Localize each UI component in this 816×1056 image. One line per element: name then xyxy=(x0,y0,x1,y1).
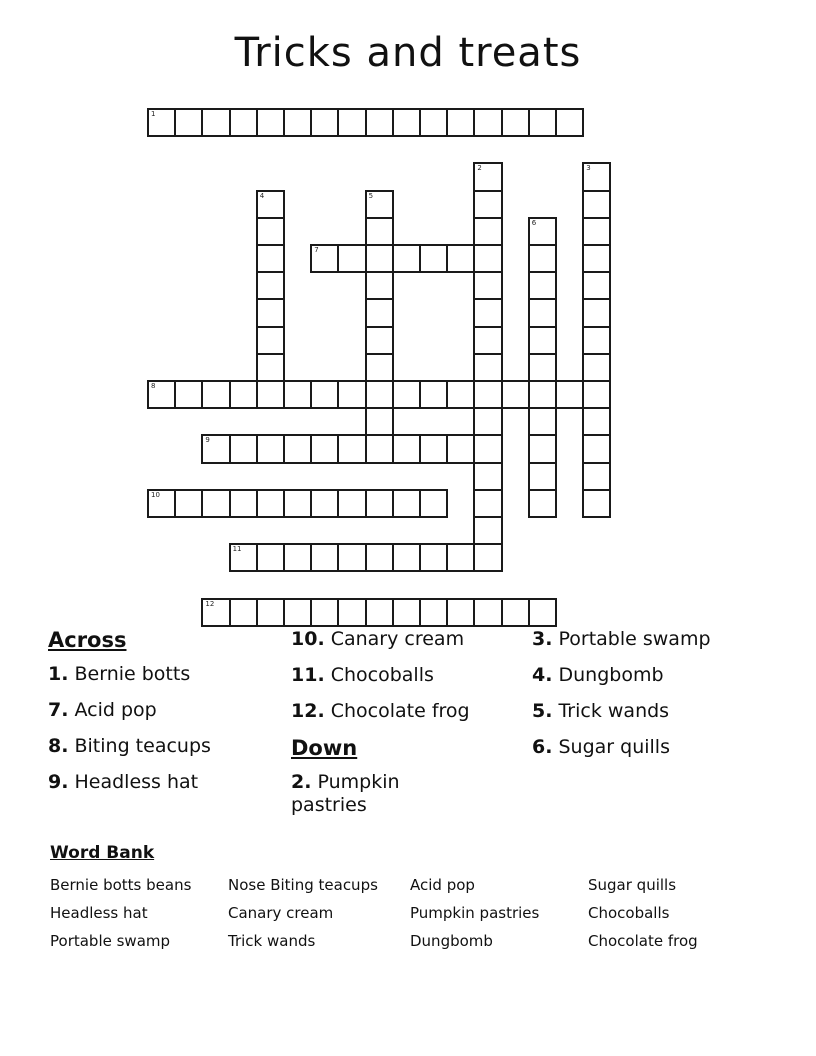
grid-cell[interactable] xyxy=(310,434,339,463)
grid-cell[interactable] xyxy=(419,108,448,137)
word-bank-item: Trick wands xyxy=(228,932,316,950)
clue-1: 1. Bernie botts xyxy=(48,663,191,685)
word-bank-item: Sugar quills xyxy=(588,876,677,894)
grid-cell[interactable] xyxy=(256,489,285,518)
grid-cell[interactable] xyxy=(256,217,285,246)
grid-cell[interactable] xyxy=(229,598,258,627)
grid-cell[interactable] xyxy=(256,271,285,300)
word-bank-item: Nose Biting teacups xyxy=(228,876,378,894)
grid-cell[interactable] xyxy=(310,108,339,137)
grid-cell[interactable] xyxy=(256,380,285,409)
grid-cell[interactable] xyxy=(392,434,421,463)
grid-cell[interactable] xyxy=(310,380,339,409)
grid-cell[interactable] xyxy=(528,434,557,463)
grid-cell[interactable] xyxy=(473,516,502,545)
grid-cell[interactable] xyxy=(337,380,366,409)
grid-cell[interactable] xyxy=(419,380,448,409)
clue-number: 11. xyxy=(291,664,325,686)
grid-cell[interactable] xyxy=(473,298,502,327)
grid-cell-number: 10 xyxy=(151,490,160,499)
clue-7: 7. Acid pop xyxy=(48,699,157,721)
grid-cell[interactable] xyxy=(528,217,557,246)
grid-cell[interactable] xyxy=(582,407,611,436)
grid-cell[interactable] xyxy=(256,244,285,273)
grid-cell[interactable] xyxy=(528,489,557,518)
grid-cell[interactable] xyxy=(582,190,611,219)
grid-cell[interactable] xyxy=(582,462,611,491)
grid-cell[interactable] xyxy=(446,434,475,463)
grid-cell[interactable] xyxy=(310,598,339,627)
grid-cell[interactable] xyxy=(446,380,475,409)
grid-cell-number: 4 xyxy=(259,191,265,200)
grid-cell[interactable] xyxy=(473,489,502,518)
grid-cell[interactable] xyxy=(337,244,366,273)
clue-number: 8. xyxy=(48,735,69,757)
grid-cell[interactable] xyxy=(582,434,611,463)
grid-cell[interactable] xyxy=(256,190,285,219)
puzzle-title: Tricks and treats xyxy=(234,30,582,76)
word-bank-header: Word Bank xyxy=(50,843,155,863)
word-bank-item: Chocoballs xyxy=(588,904,670,922)
grid-cell[interactable] xyxy=(392,598,421,627)
grid-cell[interactable] xyxy=(174,489,203,518)
grid-cell[interactable] xyxy=(528,271,557,300)
grid-cell[interactable] xyxy=(147,489,176,518)
grid-cell[interactable] xyxy=(256,434,285,463)
grid-cell[interactable] xyxy=(337,489,366,518)
grid-cell[interactable] xyxy=(582,489,611,518)
grid-cell-number: 11 xyxy=(232,545,242,554)
grid-cell[interactable] xyxy=(256,543,285,572)
clue-10: 10. Canary cream xyxy=(291,628,465,650)
clue-2: 2. Pumpkin pastries xyxy=(291,771,400,816)
clue-3: 3. Portable swamp xyxy=(532,628,711,650)
grid-cell[interactable] xyxy=(365,543,394,572)
grid-cell[interactable] xyxy=(555,108,584,137)
grid-cell[interactable] xyxy=(201,108,230,137)
grid-cell[interactable] xyxy=(365,353,394,382)
grid-cell[interactable] xyxy=(256,108,285,137)
grid-cell[interactable] xyxy=(201,598,230,627)
grid-cell[interactable] xyxy=(283,380,312,409)
word-bank-item: Canary cream xyxy=(228,904,334,922)
clue-number: 10. xyxy=(291,628,325,650)
grid-cell[interactable] xyxy=(473,190,502,219)
grid-cell[interactable] xyxy=(473,162,502,191)
clue-number: 6. xyxy=(532,736,553,758)
grid-cell[interactable] xyxy=(528,462,557,491)
grid-cell[interactable] xyxy=(283,108,312,137)
clue-9: 9. Headless hat xyxy=(48,771,199,793)
clue-6: 6. Sugar quills xyxy=(532,736,670,758)
clue-5: 5. Trick wands xyxy=(532,700,670,722)
clue-number: 5. xyxy=(532,700,553,722)
grid-cell[interactable] xyxy=(337,108,366,137)
grid-cell[interactable] xyxy=(528,298,557,327)
grid-cell[interactable] xyxy=(473,380,502,409)
grid-cell[interactable] xyxy=(392,543,421,572)
grid-cell[interactable] xyxy=(392,108,421,137)
clue-number: 9. xyxy=(48,771,69,793)
grid-cell[interactable] xyxy=(310,489,339,518)
crossword-grid xyxy=(147,108,615,628)
grid-cell[interactable] xyxy=(283,434,312,463)
grid-cell-number: 7 xyxy=(314,246,319,254)
grid-cell-number: 12 xyxy=(205,599,215,608)
clue-number: 1. xyxy=(48,663,69,685)
clue-number: 4. xyxy=(532,664,553,686)
clue-number: 7. xyxy=(48,699,69,721)
grid-cell[interactable] xyxy=(419,434,448,463)
grid-cell[interactable] xyxy=(256,326,285,355)
grid-cell[interactable] xyxy=(283,489,312,518)
grid-cell[interactable] xyxy=(473,271,502,300)
grid-cell[interactable] xyxy=(582,326,611,355)
grid-cell[interactable] xyxy=(337,543,366,572)
clue-column-middle xyxy=(291,628,521,830)
clue-4: 4. Dungbomb xyxy=(532,664,664,686)
grid-cell[interactable] xyxy=(528,326,557,355)
grid-cell[interactable] xyxy=(528,353,557,382)
clue-12: 12. Chocolate frog xyxy=(291,700,470,722)
grid-cell[interactable] xyxy=(174,108,203,137)
grid-cell[interactable] xyxy=(229,489,258,518)
grid-cell-number: 6 xyxy=(531,218,537,227)
grid-cell[interactable] xyxy=(201,380,230,409)
grid-cell[interactable] xyxy=(365,298,394,327)
grid-cell[interactable] xyxy=(473,244,502,273)
grid-cell[interactable] xyxy=(446,108,475,137)
grid-cell[interactable] xyxy=(392,489,421,518)
grid-cell[interactable] xyxy=(337,598,366,627)
grid-cell[interactable] xyxy=(365,271,394,300)
grid-cell[interactable] xyxy=(473,353,502,382)
grid-cell[interactable] xyxy=(283,598,312,627)
across-header: Across xyxy=(48,628,127,652)
grid-cell[interactable] xyxy=(365,217,394,246)
grid-cell[interactable] xyxy=(473,407,502,436)
grid-cell[interactable] xyxy=(419,598,448,627)
grid-cell[interactable] xyxy=(528,244,557,273)
grid-cell[interactable] xyxy=(365,326,394,355)
grid-cell[interactable] xyxy=(174,380,203,409)
grid-cell[interactable] xyxy=(229,543,258,572)
grid-cell[interactable] xyxy=(310,244,339,273)
clue-11: 11. Chocoballs xyxy=(291,664,434,686)
grid-cell[interactable] xyxy=(473,108,502,137)
grid-cell[interactable] xyxy=(419,489,448,518)
grid-cell[interactable] xyxy=(582,298,611,327)
grid-cell[interactable] xyxy=(201,489,230,518)
grid-cell-number: 3 xyxy=(586,164,591,173)
grid-cell[interactable] xyxy=(582,244,611,273)
clue-number: 12. xyxy=(291,700,325,722)
grid-cell[interactable] xyxy=(501,598,530,627)
grid-cell[interactable] xyxy=(392,380,421,409)
grid-cell[interactable] xyxy=(582,217,611,246)
clue-column-right xyxy=(532,628,762,772)
grid-cell[interactable] xyxy=(365,598,394,627)
grid-cell[interactable] xyxy=(419,543,448,572)
grid-cell[interactable] xyxy=(473,217,502,246)
grid-cell[interactable] xyxy=(473,326,502,355)
grid-cell[interactable] xyxy=(229,434,258,463)
grid-cell[interactable] xyxy=(283,543,312,572)
grid-cell[interactable] xyxy=(528,598,557,627)
grid-cell[interactable] xyxy=(501,108,530,137)
clue-number: 3. xyxy=(532,628,553,650)
grid-cell-number: 9 xyxy=(205,436,210,445)
grid-cell[interactable] xyxy=(582,380,611,409)
grid-cell[interactable] xyxy=(365,244,394,273)
grid-cell[interactable] xyxy=(365,434,394,463)
grid-cell-number: 5 xyxy=(368,191,374,200)
grid-cell[interactable] xyxy=(582,162,611,191)
grid-cell[interactable] xyxy=(310,543,339,572)
grid-cell[interactable] xyxy=(256,353,285,382)
word-bank-item: Dungbomb xyxy=(410,932,493,950)
grid-cell[interactable] xyxy=(337,434,366,463)
grid-cell[interactable] xyxy=(419,244,448,273)
grid-cell[interactable] xyxy=(147,108,176,137)
word-bank-item: Chocolate frog xyxy=(588,932,698,950)
grid-cell[interactable] xyxy=(446,244,475,273)
clue-8: 8. Biting teacups xyxy=(48,735,211,757)
grid-cell[interactable] xyxy=(365,489,394,518)
word-bank-item: Pumpkin pastries xyxy=(410,904,540,922)
grid-cell[interactable] xyxy=(256,298,285,327)
grid-cell[interactable] xyxy=(473,598,502,627)
grid-cell[interactable] xyxy=(365,108,394,137)
grid-cell[interactable] xyxy=(528,108,557,137)
word-bank-item: Headless hat xyxy=(50,904,148,922)
word-bank-grid xyxy=(50,877,780,961)
grid-cell-number: 2 xyxy=(477,164,482,173)
grid-cell[interactable] xyxy=(582,353,611,382)
word-bank-item: Bernie botts beans xyxy=(50,876,192,894)
grid-cell[interactable] xyxy=(256,598,285,627)
grid-cell[interactable] xyxy=(473,434,502,463)
grid-cell[interactable] xyxy=(582,271,611,300)
clue-number: 2. xyxy=(291,771,312,793)
clue-column-left xyxy=(48,628,278,807)
grid-cell[interactable] xyxy=(473,543,502,572)
grid-cell[interactable] xyxy=(528,407,557,436)
grid-cell[interactable] xyxy=(446,543,475,572)
grid-cell[interactable] xyxy=(229,108,258,137)
grid-cell[interactable] xyxy=(229,380,258,409)
grid-cell[interactable] xyxy=(365,380,394,409)
word-bank-item: Acid pop xyxy=(410,876,475,894)
grid-cell-number: 8 xyxy=(151,382,156,390)
grid-cell[interactable] xyxy=(446,598,475,627)
grid-cell[interactable] xyxy=(555,380,584,409)
word-bank-section xyxy=(50,843,780,961)
grid-cell[interactable] xyxy=(147,380,176,409)
grid-cell[interactable] xyxy=(365,190,394,219)
grid-cell[interactable] xyxy=(201,434,230,463)
grid-cell-number: 1 xyxy=(151,110,156,118)
word-bank-item: Portable swamp xyxy=(50,932,171,950)
grid-cell[interactable] xyxy=(392,244,421,273)
grid-cell[interactable] xyxy=(501,380,530,409)
down-header: Down xyxy=(291,736,358,760)
grid-cell[interactable] xyxy=(473,462,502,491)
grid-cell[interactable] xyxy=(528,380,557,409)
grid-cell[interactable] xyxy=(365,407,394,436)
